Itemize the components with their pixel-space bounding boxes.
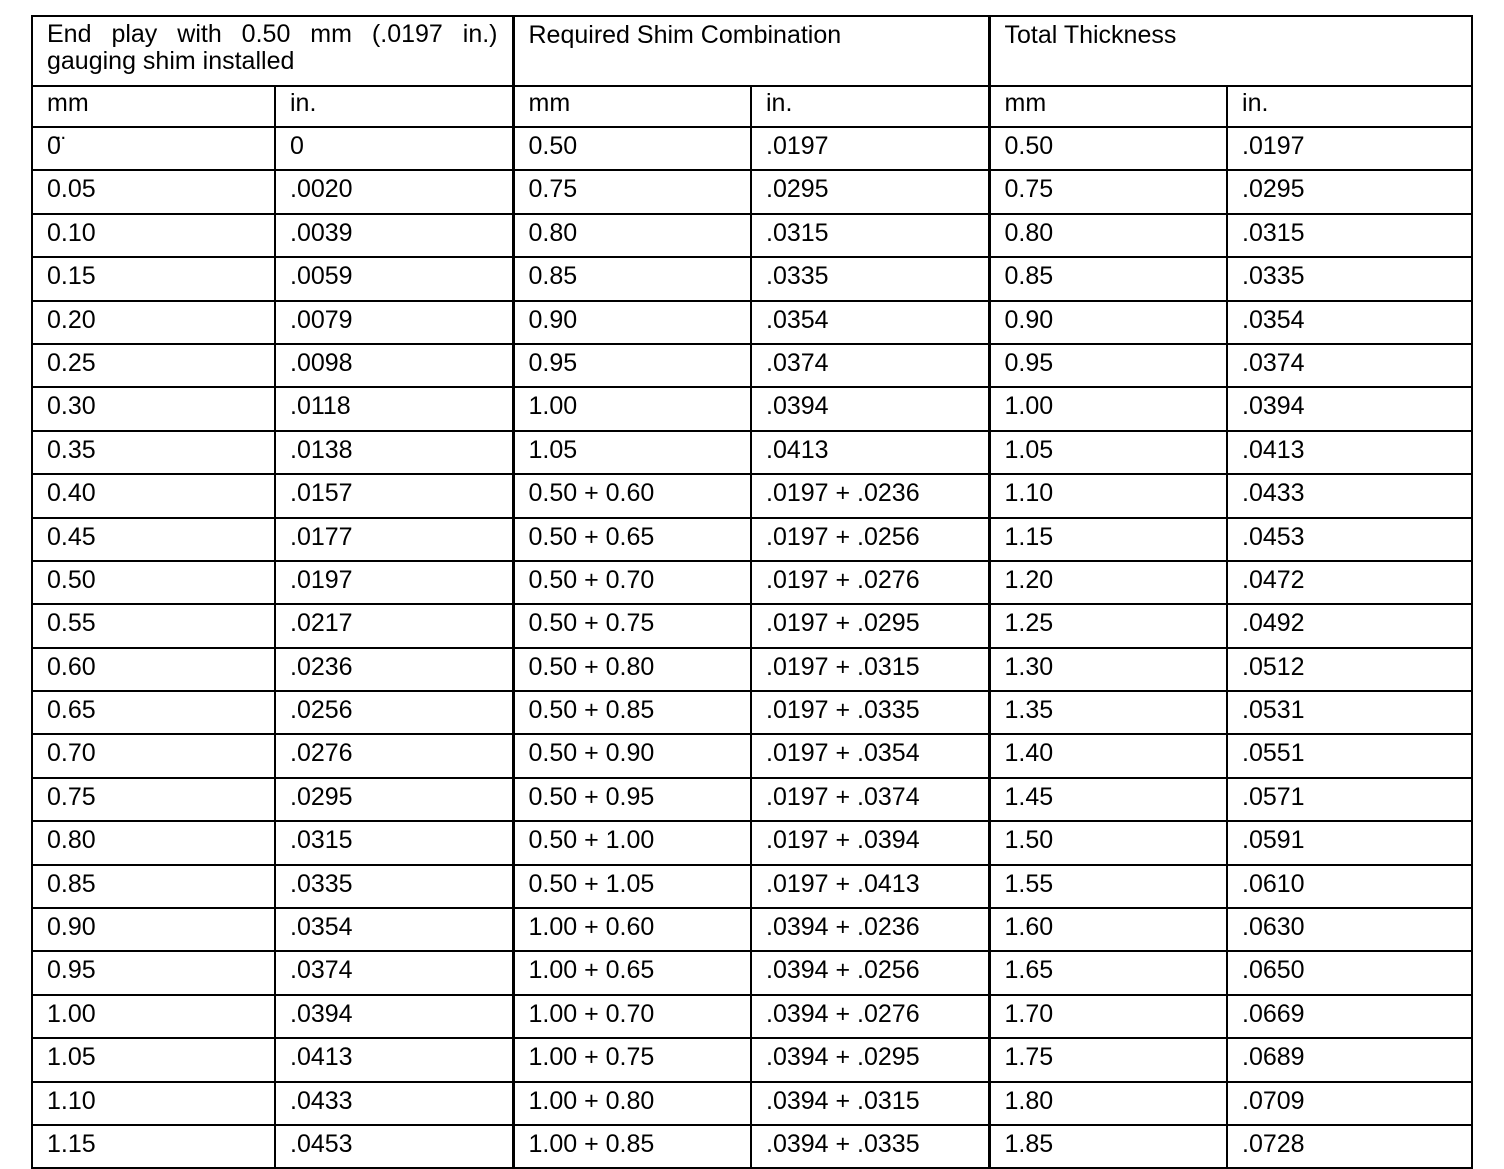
required-shim-mm-cell: 1.05: [513, 431, 751, 474]
required-shim-in-cell: .0197 + .0295: [751, 604, 989, 647]
required-shim-in-cell: .0197 + .0394: [751, 821, 989, 864]
end-play-mm-cell: 0.35: [32, 431, 275, 474]
total-thickness-mm-cell: 0.75: [989, 170, 1227, 213]
end-play-mm-cell: 0.60: [32, 648, 275, 691]
shim-selection-table: [31, 15, 1473, 1169]
end-play-mm-cell: 0.10: [32, 214, 275, 257]
unit-header-required-in: in.: [751, 86, 989, 127]
required-shim-in-cell: .0394 + .0236: [751, 908, 989, 951]
required-shim-mm-cell: 0.95: [513, 344, 751, 387]
required-shim-in-cell: .0394 + .0335: [751, 1125, 989, 1168]
required-shim-mm-cell: 0.50 + 1.05: [513, 865, 751, 908]
required-shim-mm-cell: 1.00 + 0.75: [513, 1038, 751, 1081]
required-shim-in-cell: .0295: [751, 170, 989, 213]
end-play-mm-cell: 0.85: [32, 865, 275, 908]
total-thickness-mm-cell: 1.40: [989, 734, 1227, 777]
total-thickness-in-cell: .0689: [1227, 1038, 1472, 1081]
total-thickness-mm-cell: 1.50: [989, 821, 1227, 864]
total-thickness-mm-cell: 1.75: [989, 1038, 1227, 1081]
required-shim-in-cell: .0197 + .0374: [751, 778, 989, 821]
end-play-in-cell: .0394: [275, 995, 513, 1038]
table-row: [32, 257, 1472, 300]
end-play-mm-cell: 0.50: [32, 561, 275, 604]
required-shim-in-cell: .0394 + .0315: [751, 1082, 989, 1125]
required-shim-mm-cell: 1.00 + 0.80: [513, 1082, 751, 1125]
total-thickness-mm-cell: 1.10: [989, 474, 1227, 517]
total-thickness-in-cell: .0531: [1227, 691, 1472, 734]
total-thickness-mm-cell: 1.35: [989, 691, 1227, 734]
required-shim-in-cell: .0197 + .0276: [751, 561, 989, 604]
total-thickness-in-cell: .0571: [1227, 778, 1472, 821]
end-play-mm-cell: 0.75: [32, 778, 275, 821]
required-shim-mm-cell: 1.00 + 0.60: [513, 908, 751, 951]
end-play-in-cell: .0079: [275, 301, 513, 344]
required-shim-mm-cell: 0.50 + 1.00: [513, 821, 751, 864]
required-shim-in-cell: .0335: [751, 257, 989, 300]
total-thickness-in-cell: .0295: [1227, 170, 1472, 213]
table-body: [32, 127, 1472, 1168]
end-play-in-cell: .0315: [275, 821, 513, 864]
total-thickness-in-cell: .0610: [1227, 865, 1472, 908]
end-play-in-cell: .0335: [275, 865, 513, 908]
total-thickness-mm-cell: 0.50: [989, 127, 1227, 170]
table-row: [32, 691, 1472, 734]
end-play-in-cell: .0256: [275, 691, 513, 734]
required-shim-in-cell: .0197 + .0256: [751, 518, 989, 561]
end-play-mm-cell: 0.05: [32, 170, 275, 213]
end-play-in-cell: .0177: [275, 518, 513, 561]
table-row: [32, 518, 1472, 561]
table-row: [32, 951, 1472, 994]
end-play-in-cell: .0039: [275, 214, 513, 257]
total-thickness-mm-cell: 1.70: [989, 995, 1227, 1038]
end-play-mm-cell: 0.20: [32, 301, 275, 344]
required-shim-in-cell: .0394 + .0276: [751, 995, 989, 1038]
end-play-in-cell: .0354: [275, 908, 513, 951]
required-shim-in-cell: .0197 + .0354: [751, 734, 989, 777]
required-shim-mm-cell: 0.85: [513, 257, 751, 300]
total-thickness-mm-cell: 1.45: [989, 778, 1227, 821]
end-play-in-cell: .0059: [275, 257, 513, 300]
end-play-mm-cell: 0̈: [32, 127, 275, 170]
required-shim-in-cell: .0197 + .0413: [751, 865, 989, 908]
total-thickness-in-cell: .0669: [1227, 995, 1472, 1038]
table-row: [32, 170, 1472, 213]
total-thickness-in-cell: .0315: [1227, 214, 1472, 257]
end-play-in-cell: 0: [275, 127, 513, 170]
total-thickness-in-cell: .0492: [1227, 604, 1472, 647]
unit-header-total-in: in.: [1227, 86, 1472, 127]
total-thickness-mm-cell: 0.80: [989, 214, 1227, 257]
end-play-mm-cell: 0.55: [32, 604, 275, 647]
total-thickness-in-cell: .0728: [1227, 1125, 1472, 1168]
required-shim-in-cell: .0394 + .0295: [751, 1038, 989, 1081]
required-shim-mm-cell: 0.50 + 0.85: [513, 691, 751, 734]
required-shim-mm-cell: 1.00 + 0.65: [513, 951, 751, 994]
table-row: [32, 344, 1472, 387]
required-shim-mm-cell: 1.00: [513, 387, 751, 430]
unit-header-end-play-in: in.: [275, 86, 513, 127]
required-shim-in-cell: .0413: [751, 431, 989, 474]
required-shim-in-cell: .0374: [751, 344, 989, 387]
required-shim-in-cell: .0354: [751, 301, 989, 344]
table-row: [32, 1038, 1472, 1081]
required-shim-mm-cell: 0.80: [513, 214, 751, 257]
table-row: [32, 604, 1472, 647]
end-play-mm-cell: 1.05: [32, 1038, 275, 1081]
end-play-header: [32, 16, 513, 86]
total-thickness-in-cell: .0413: [1227, 431, 1472, 474]
end-play-in-cell: .0118: [275, 387, 513, 430]
table-row: [32, 1125, 1472, 1168]
table-row: [32, 431, 1472, 474]
end-play-mm-cell: 0.80: [32, 821, 275, 864]
end-play-in-cell: .0098: [275, 344, 513, 387]
end-play-in-cell: .0236: [275, 648, 513, 691]
end-play-mm-cell: 0.70: [32, 734, 275, 777]
end-play-mm-cell: 0.45: [32, 518, 275, 561]
table-row: [32, 648, 1472, 691]
total-thickness-header: Total Thickness: [989, 16, 1472, 86]
total-thickness-mm-cell: 1.60: [989, 908, 1227, 951]
table-row: [32, 778, 1472, 821]
total-thickness-mm-cell: 1.30: [989, 648, 1227, 691]
table-row: [32, 127, 1472, 170]
total-thickness-mm-cell: 1.20: [989, 561, 1227, 604]
total-thickness-mm-cell: 1.55: [989, 865, 1227, 908]
unit-header-total-mm: mm: [989, 86, 1227, 127]
end-play-in-cell: .0020: [275, 170, 513, 213]
table-row: [32, 821, 1472, 864]
table-row: [32, 474, 1472, 517]
end-play-in-cell: .0217: [275, 604, 513, 647]
end-play-mm-cell: 1.15: [32, 1125, 275, 1168]
end-play-in-cell: .0374: [275, 951, 513, 994]
table-row: [32, 1082, 1472, 1125]
required-shim-mm-cell: 1.00 + 0.85: [513, 1125, 751, 1168]
total-thickness-mm-cell: 1.00: [989, 387, 1227, 430]
table-row: [32, 995, 1472, 1038]
total-thickness-in-cell: .0197: [1227, 127, 1472, 170]
total-thickness-mm-cell: 0.85: [989, 257, 1227, 300]
unit-header-required-mm: mm: [513, 86, 751, 127]
total-thickness-in-cell: .0374: [1227, 344, 1472, 387]
required-shim-in-cell: .0394: [751, 387, 989, 430]
total-thickness-mm-cell: 1.25: [989, 604, 1227, 647]
end-play-in-cell: .0295: [275, 778, 513, 821]
required-shim-in-cell: .0197: [751, 127, 989, 170]
end-play-in-cell: .0453: [275, 1125, 513, 1168]
end-play-in-cell: .0138: [275, 431, 513, 474]
end-play-in-cell: .0413: [275, 1038, 513, 1081]
required-shim-header: Required Shim Combination: [513, 16, 989, 86]
total-thickness-in-cell: .0354: [1227, 301, 1472, 344]
required-shim-mm-cell: 0.90: [513, 301, 751, 344]
total-thickness-mm-cell: 1.65: [989, 951, 1227, 994]
required-shim-mm-cell: 0.50: [513, 127, 751, 170]
total-thickness-mm-cell: 1.05: [989, 431, 1227, 474]
table-row: [32, 908, 1472, 951]
required-shim-in-cell: .0197 + .0236: [751, 474, 989, 517]
required-shim-mm-cell: 1.00 + 0.70: [513, 995, 751, 1038]
total-thickness-mm-cell: 0.95: [989, 344, 1227, 387]
required-shim-in-cell: .0394 + .0256: [751, 951, 989, 994]
end-play-mm-cell: 0.30: [32, 387, 275, 430]
shim-selection-table-container: [31, 15, 1471, 1169]
end-play-mm-cell: 0.65: [32, 691, 275, 734]
end-play-in-cell: .0197: [275, 561, 513, 604]
table-row: [32, 734, 1472, 777]
header-group-row: [32, 16, 1472, 86]
required-shim-in-cell: .0315: [751, 214, 989, 257]
end-play-mm-cell: 1.00: [32, 995, 275, 1038]
table-row: [32, 865, 1472, 908]
total-thickness-in-cell: .0512: [1227, 648, 1472, 691]
end-play-mm-cell: 0.25: [32, 344, 275, 387]
total-thickness-in-cell: .0394: [1227, 387, 1472, 430]
end-play-header-line1: End play with 0.50 mm (.0197 in.): [47, 20, 498, 48]
required-shim-in-cell: .0197 + .0315: [751, 648, 989, 691]
total-thickness-in-cell: .0472: [1227, 561, 1472, 604]
required-shim-mm-cell: 0.50 + 0.70: [513, 561, 751, 604]
end-play-mm-cell: 0.95: [32, 951, 275, 994]
total-thickness-in-cell: .0551: [1227, 734, 1472, 777]
end-play-mm-cell: 1.10: [32, 1082, 275, 1125]
table-row: [32, 387, 1472, 430]
end-play-mm-cell: 0.90: [32, 908, 275, 951]
end-play-in-cell: .0433: [275, 1082, 513, 1125]
required-shim-mm-cell: 0.50 + 0.95: [513, 778, 751, 821]
required-shim-mm-cell: 0.50 + 0.60: [513, 474, 751, 517]
unit-header-end-play-mm: mm: [32, 86, 275, 127]
total-thickness-in-cell: .0433: [1227, 474, 1472, 517]
required-shim-mm-cell: 0.75: [513, 170, 751, 213]
end-play-mm-cell: 0.15: [32, 257, 275, 300]
total-thickness-mm-cell: 0.90: [989, 301, 1227, 344]
total-thickness-in-cell: .0709: [1227, 1082, 1472, 1125]
total-thickness-in-cell: .0630: [1227, 908, 1472, 951]
table-row: [32, 301, 1472, 344]
table-row: [32, 214, 1472, 257]
required-shim-mm-cell: 0.50 + 0.75: [513, 604, 751, 647]
required-shim-mm-cell: 0.50 + 0.90: [513, 734, 751, 777]
end-play-in-cell: .0157: [275, 474, 513, 517]
total-thickness-mm-cell: 1.15: [989, 518, 1227, 561]
total-thickness-mm-cell: 1.85: [989, 1125, 1227, 1168]
table-header: [32, 16, 1472, 127]
required-shim-mm-cell: 0.50 + 0.65: [513, 518, 751, 561]
total-thickness-in-cell: .0453: [1227, 518, 1472, 561]
required-shim-mm-cell: 0.50 + 0.80: [513, 648, 751, 691]
total-thickness-in-cell: .0650: [1227, 951, 1472, 994]
end-play-in-cell: .0276: [275, 734, 513, 777]
total-thickness-mm-cell: 1.80: [989, 1082, 1227, 1125]
total-thickness-in-cell: .0335: [1227, 257, 1472, 300]
end-play-mm-cell: 0.40: [32, 474, 275, 517]
required-shim-in-cell: .0197 + .0335: [751, 691, 989, 734]
total-thickness-in-cell: .0591: [1227, 821, 1472, 864]
header-unit-row: [32, 86, 1472, 127]
table-row: [32, 561, 1472, 604]
end-play-header-line2: gauging shim installed: [47, 47, 295, 75]
